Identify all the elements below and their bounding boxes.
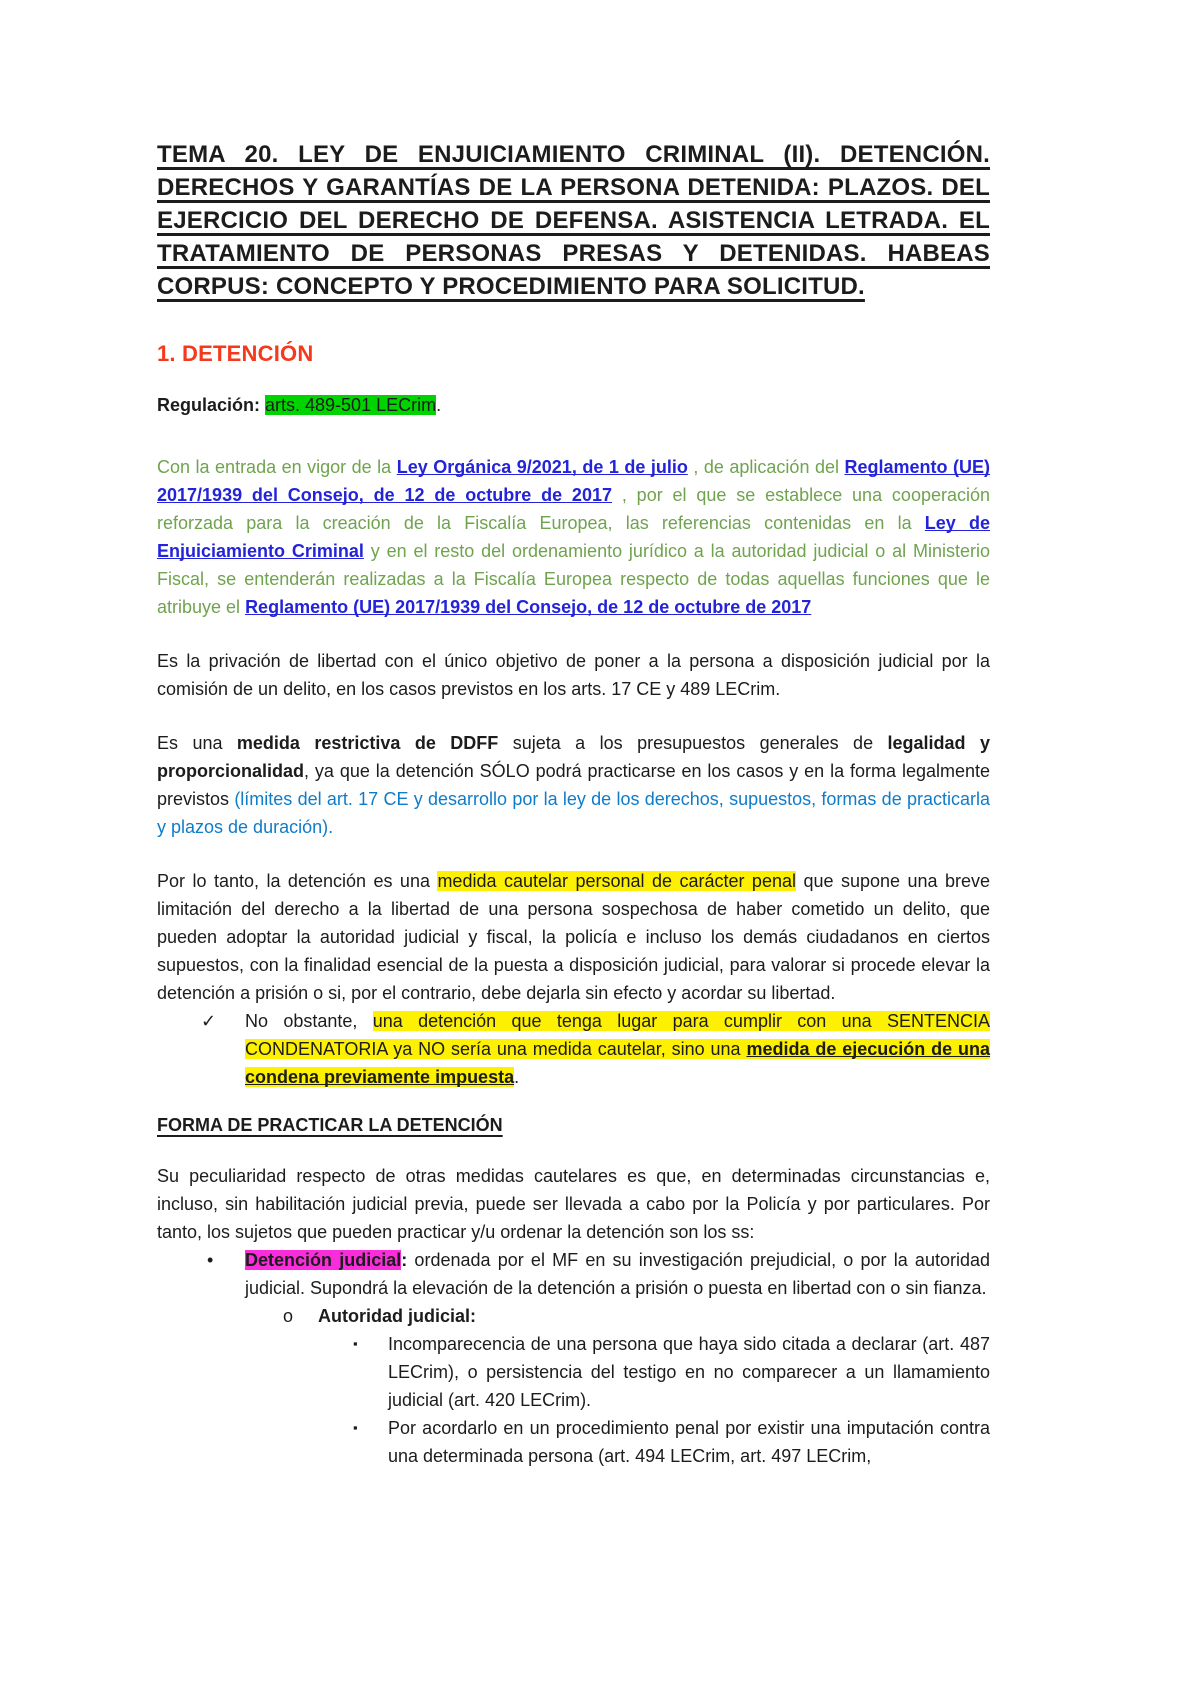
text-segment-bold: medida restrictiva de DDFF (236, 733, 499, 753)
text-segment: Es una (157, 733, 237, 753)
paragraph-fiscalia-europea (157, 453, 990, 621)
regulacion-line (157, 391, 990, 419)
highlight-detencion-judicial: Detención judicial (245, 1250, 402, 1270)
list-item-por-acordarlo (157, 1414, 990, 1470)
text-segment: , ya que la detención SÓLO podrá practicarse en los casos y en la forma legalmente previstos (157, 761, 990, 809)
text-segment: Con la entrada en vigor de la (157, 457, 397, 477)
text-segment: Su peculiaridad respecto de otras medidas cautelares es que, en determinadas circunstancias e, incluso, sin habilitación judicial previa, puede ser llevada a cabo por la Policía y por particulares. Por tanto, los sujetos que pueden practicar y/u ordenar la detención son los ss: (157, 1166, 990, 1242)
section-heading-detencion: 1. DETENCIÓN (157, 341, 314, 366)
text-segment: , de aplicación del (687, 457, 845, 477)
list-item-text (388, 1414, 990, 1470)
text-segment: Es la privación de libertad con el único objetivo de poner a la persona a disposición judicial por la comisión de un delito, en los casos previstos en los arts. 17 CE y 489 LECrim. (157, 651, 990, 699)
checkmark-icon: ✓ (201, 1011, 217, 1031)
list-item-text (318, 1302, 990, 1330)
paragraph-por-lo-tanto (157, 867, 990, 1007)
list-item-incomparecencia (157, 1330, 990, 1414)
highlight-medida-cautelar: medida cautelar personal de carácter penal (437, 871, 796, 891)
circle-bullet-icon: o (283, 1306, 294, 1326)
document-content (157, 138, 990, 1470)
link-reglamento-ue-2017-1939-bis[interactable]: Reglamento (UE) 2017/1939 del Consejo, de 12 de octubre de 2017 (245, 597, 812, 617)
text-segment: . (514, 1067, 520, 1087)
link-ley-enjuiciamiento-criminal[interactable]: Ley de Enjuiciamiento Criminal (157, 513, 990, 561)
link-reglamento-ue-2017-1939[interactable]: Reglamento (UE) 2017/1939 del Consejo, de 12 de octubre de 2017 (157, 457, 991, 505)
list-item-text (245, 1246, 990, 1302)
highlight-sentencia: una detención que tenga lugar para cumplir con una SENTENCIA CONDENATORIA ya NO sería una medida cautelar, sino una (245, 1011, 990, 1059)
list-item-autoridad-judicial (157, 1302, 990, 1330)
list-item-detencion-judicial (157, 1246, 990, 1302)
highlight-medida-ejecucion: medida de ejecución de una condena previamente impuesta (245, 1039, 990, 1087)
text-segment-bold: Autoridad judicial: (318, 1306, 477, 1326)
link-ley-organica-9-2021[interactable]: Ley Orgánica 9/2021, de 1 de julio (396, 457, 688, 477)
text-segment: Incomparecencia de una persona que haya sido citada a declarar (art. 487 LECrim), o persistencia del testigo en no comparecer a un llamamiento judicial (art. 420 LECrim). (388, 1334, 990, 1410)
paragraph-medida-restrictiva (157, 729, 990, 841)
square-bullet-icon: ▪ (353, 1336, 358, 1351)
subheading-forma-practicar: FORMA DE PRACTICAR LA DETENCIÓN (157, 1115, 503, 1135)
text-segment-bold: legalidad y proporcionalidad (157, 733, 990, 781)
bullet-icon: • (207, 1250, 214, 1270)
text-segment: . (436, 395, 442, 415)
text-segment-bold: : (401, 1250, 408, 1270)
text-segment: Por lo tanto, la detención es una (157, 871, 438, 891)
regulacion-articles-highlight: arts. 489-501 LECrim (265, 395, 437, 415)
text-segment: Por acordarlo en un procedimiento penal por existir una imputación contra una determinada persona (art. 494 LECrim, art. 497 LECrim, (388, 1418, 990, 1466)
list-item-text (388, 1330, 990, 1414)
document-title (157, 138, 990, 303)
document-title-text: TEMA 20. LEY DE ENJUICIAMIENTO CRIMINAL (II). DETENCIÓN. DERECHOS Y GARANTÍAS DE LA PERSONA DETENIDA: PLAZOS. DEL EJERCICIO DEL DERECHO DE DEFENSA. ASISTENCIA LETRADA. EL TRATAMIENTO DE PERSONAS PRESAS Y DETENIDAS. HABEAS CORPUS: CONCEPTO Y PROCEDIMIENTO PARA SOLICITUD. (157, 141, 990, 300)
text-segment-blue-note: (límites del art. 17 CE y desarrollo por la ley de los derechos, supuestos, formas de practicarla y plazos de duración). (157, 789, 991, 837)
paragraph-peculiaridad (157, 1162, 990, 1246)
text-segment: que supone una breve limitación del derecho a la libertad de una persona sospechosa de haber cometido un delito, que pueden adoptar la autoridad judicial y fiscal, la policía e incluso los demás ciudadanos en ciertos supuestos, con la finalidad esencial de la puesta a disposición judicial, para valorar si procede elevar la detención a prisión o si, por el contrario, debe dejarla sin efecto y acordar su libertad. (157, 871, 990, 1003)
list-item-text (245, 1007, 990, 1091)
text-segment: No obstante, (245, 1011, 373, 1031)
list-item-no-obstante (157, 1007, 990, 1091)
paragraph-definicion (157, 647, 990, 703)
text-segment: , por el que se establece una cooperación reforzada para la creación de la Fiscalía Europea, las referencias contenidas en la (157, 485, 990, 533)
text-segment: sujeta a los presupuestos generales de (498, 733, 888, 753)
regulacion-label: Regulación: (157, 395, 266, 415)
text-segment: ordenada por el MF en su investigación prejudicial, o por la autoridad judicial. Supondrá la elevación de la detención a prisión o puesta en libertad con o sin fianza. (245, 1250, 990, 1298)
text-segment: y en el resto del ordenamiento jurídico a la autoridad judicial o al Ministerio Fiscal, se entenderán realizadas a la Fiscalía Europea respecto de todas aquellas funciones que le atribuye el (157, 541, 991, 617)
square-bullet-icon: ▪ (353, 1420, 358, 1435)
